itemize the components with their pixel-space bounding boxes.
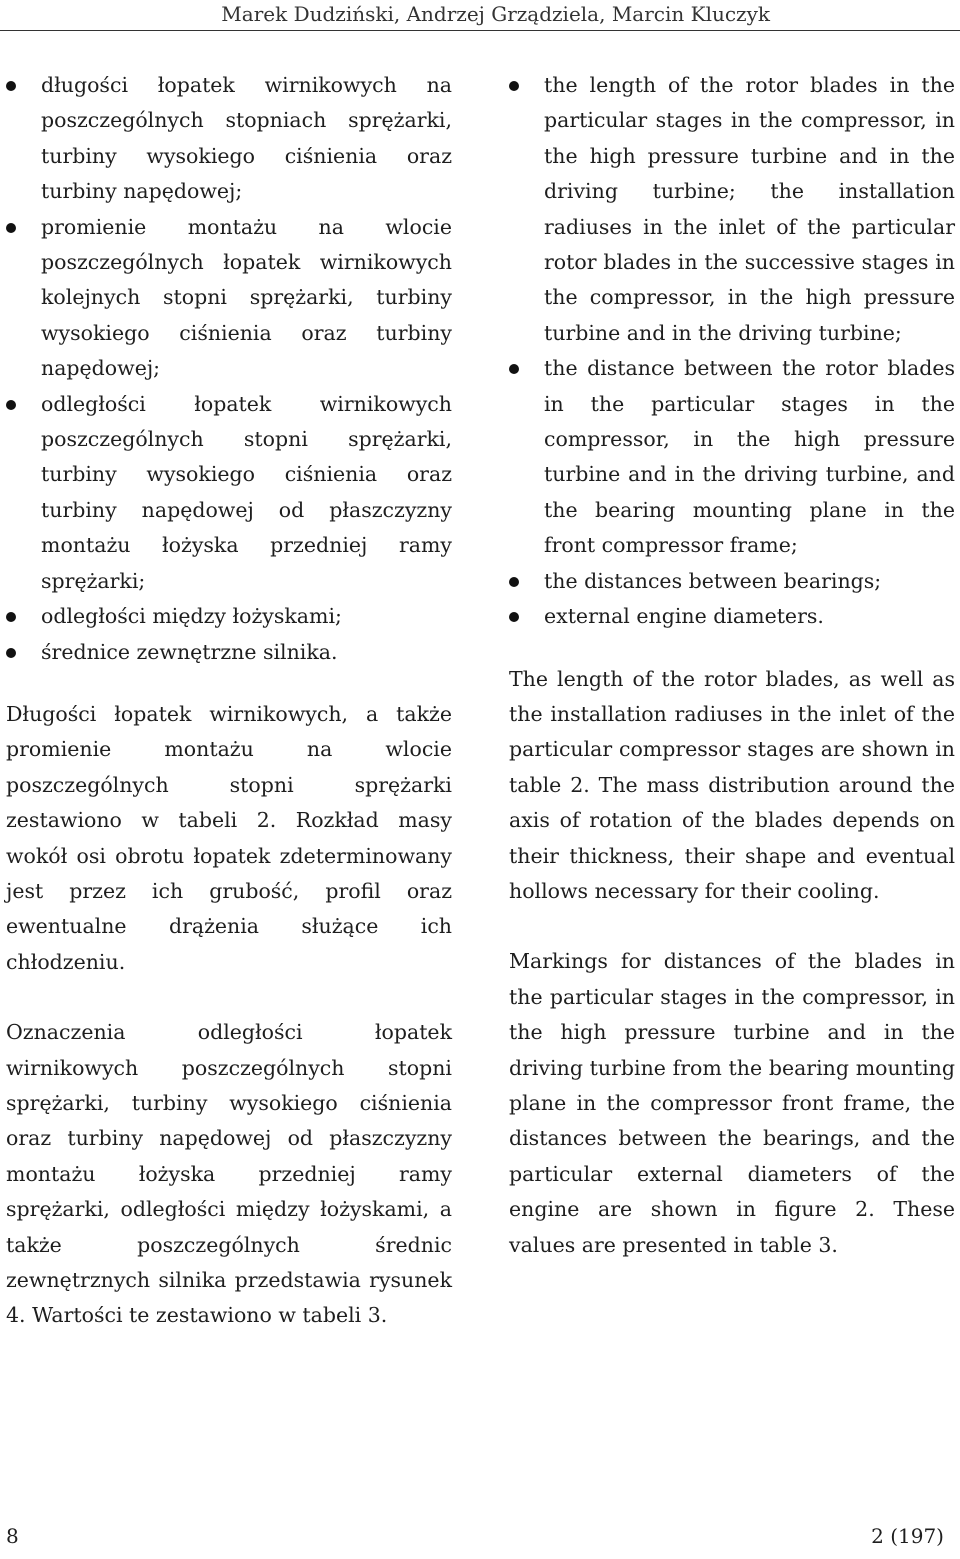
bullet-dot-icon bbox=[6, 612, 16, 622]
bullet-text: odległości łopatek wirnikowych poszczególnych stopni sprężarki, turbiny wysokiego ciśnienia oraz turbiny napędowej od płaszczyzny montażu łożyska przedniej ramy sprężarki; bbox=[41, 391, 452, 593]
bullet-item bbox=[6, 387, 452, 599]
bullet-item bbox=[6, 599, 452, 634]
bullet-text: the distances between bearings; bbox=[544, 568, 882, 593]
bullet-dot-icon bbox=[6, 223, 16, 233]
running-header bbox=[0, 0, 960, 31]
bullet-list-english bbox=[509, 68, 955, 635]
bullet-item bbox=[509, 68, 955, 351]
bullet-dot-icon bbox=[509, 577, 519, 587]
bullet-dot-icon bbox=[6, 81, 16, 91]
page-footer bbox=[0, 1522, 960, 1552]
bullet-item bbox=[509, 599, 955, 634]
paragraph-polish-1: Długości łopatek wirnikowych, a także promienie montażu na wlocie poszczególnych stopni sprężarki zestawiono w tabeli 2. Rozkład masy wokół osi obrotu łopatek zdeterminowany jest przez ich grubość, profil oraz ewentualne drążenia służące ich chłodzeniu. bbox=[6, 701, 452, 974]
bullet-text: średnice zewnętrzne silnika. bbox=[41, 639, 338, 664]
bullet-dot-icon bbox=[509, 364, 519, 374]
bullet-text: długości łopatek wirnikowych na poszczególnych stopniach sprężarki, turbiny wysokiego ciśnienia oraz turbiny napędowej; bbox=[41, 73, 452, 204]
paragraph-polish-2: Oznaczenia odległości łopatek wirnikowych poszczególnych stopni sprężarki, turbiny wysokiego ciśnienia oraz turbiny napędowej od płaszczyzny montażu łożyska przedniej ramy sprężarki, odległości między łożyskami, a także poszczególnych średnic zewnętrznych silnika przedstawia rysunek 4. Wartości te zestawiono w tabeli 3. bbox=[6, 1020, 452, 1328]
page-number: 8 bbox=[6, 1524, 19, 1548]
right-column-english bbox=[509, 68, 955, 1263]
bullet-text: odległości między łożyskami; bbox=[41, 604, 342, 629]
bullet-item bbox=[6, 210, 452, 387]
bullet-text: the distance between the rotor blades in the particular stages in the compressor, in the high pressure turbine and in the driving turbine, and the bearing mounting plane in the front compressor frame; bbox=[544, 356, 955, 558]
bullet-item bbox=[509, 564, 955, 599]
issue-number: 2 (197) bbox=[871, 1524, 944, 1548]
bullet-dot-icon bbox=[6, 400, 16, 410]
author-names: Marek Dudziński, Andrzej Grządziela, Marcin Kluczyk bbox=[221, 2, 770, 26]
left-column-polish bbox=[6, 68, 452, 1334]
bullet-dot-icon bbox=[509, 81, 519, 91]
bullet-text: the length of the rotor blades in the particular stages in the compressor, in the high pressure turbine and in the driving turbine; the installation radiuses in the inlet of the particular rotor blades in the successive stages in the compressor, in the high pressure turbine and in the driving turbine; bbox=[544, 73, 955, 345]
bullet-item bbox=[509, 351, 955, 563]
bullet-dot-icon bbox=[509, 612, 519, 622]
paragraph-english-1: The length of the rotor blades, as well as the installation radiuses in the inlet of the particular compressor stages are shown in table 2. The mass distribution around the axis of rotation of the blades depends on their thickness, their shape and eventual hollows necessary for their cooling. bbox=[509, 666, 955, 903]
bullet-text: external engine diameters. bbox=[544, 604, 824, 629]
bullet-item bbox=[6, 68, 452, 210]
bullet-item bbox=[6, 635, 452, 670]
bullet-text: promienie montażu na wlocie poszczególnych łopatek wirnikowych kolejnych stopni sprężarki, turbiny wysokiego ciśnienia oraz turbiny napędowej; bbox=[41, 214, 452, 381]
bullet-list-polish bbox=[6, 68, 452, 670]
paragraph-english-2: Markings for distances of the blades in the particular stages in the compressor, in the high pressure turbine and in the driving turbine from the bearing mounting plane in the compressor front frame, the distances between the bearings, and the particular external diameters of the engine are shown in figure 2. These values are presented in table 3. bbox=[509, 949, 955, 1257]
bullet-dot-icon bbox=[6, 648, 16, 658]
